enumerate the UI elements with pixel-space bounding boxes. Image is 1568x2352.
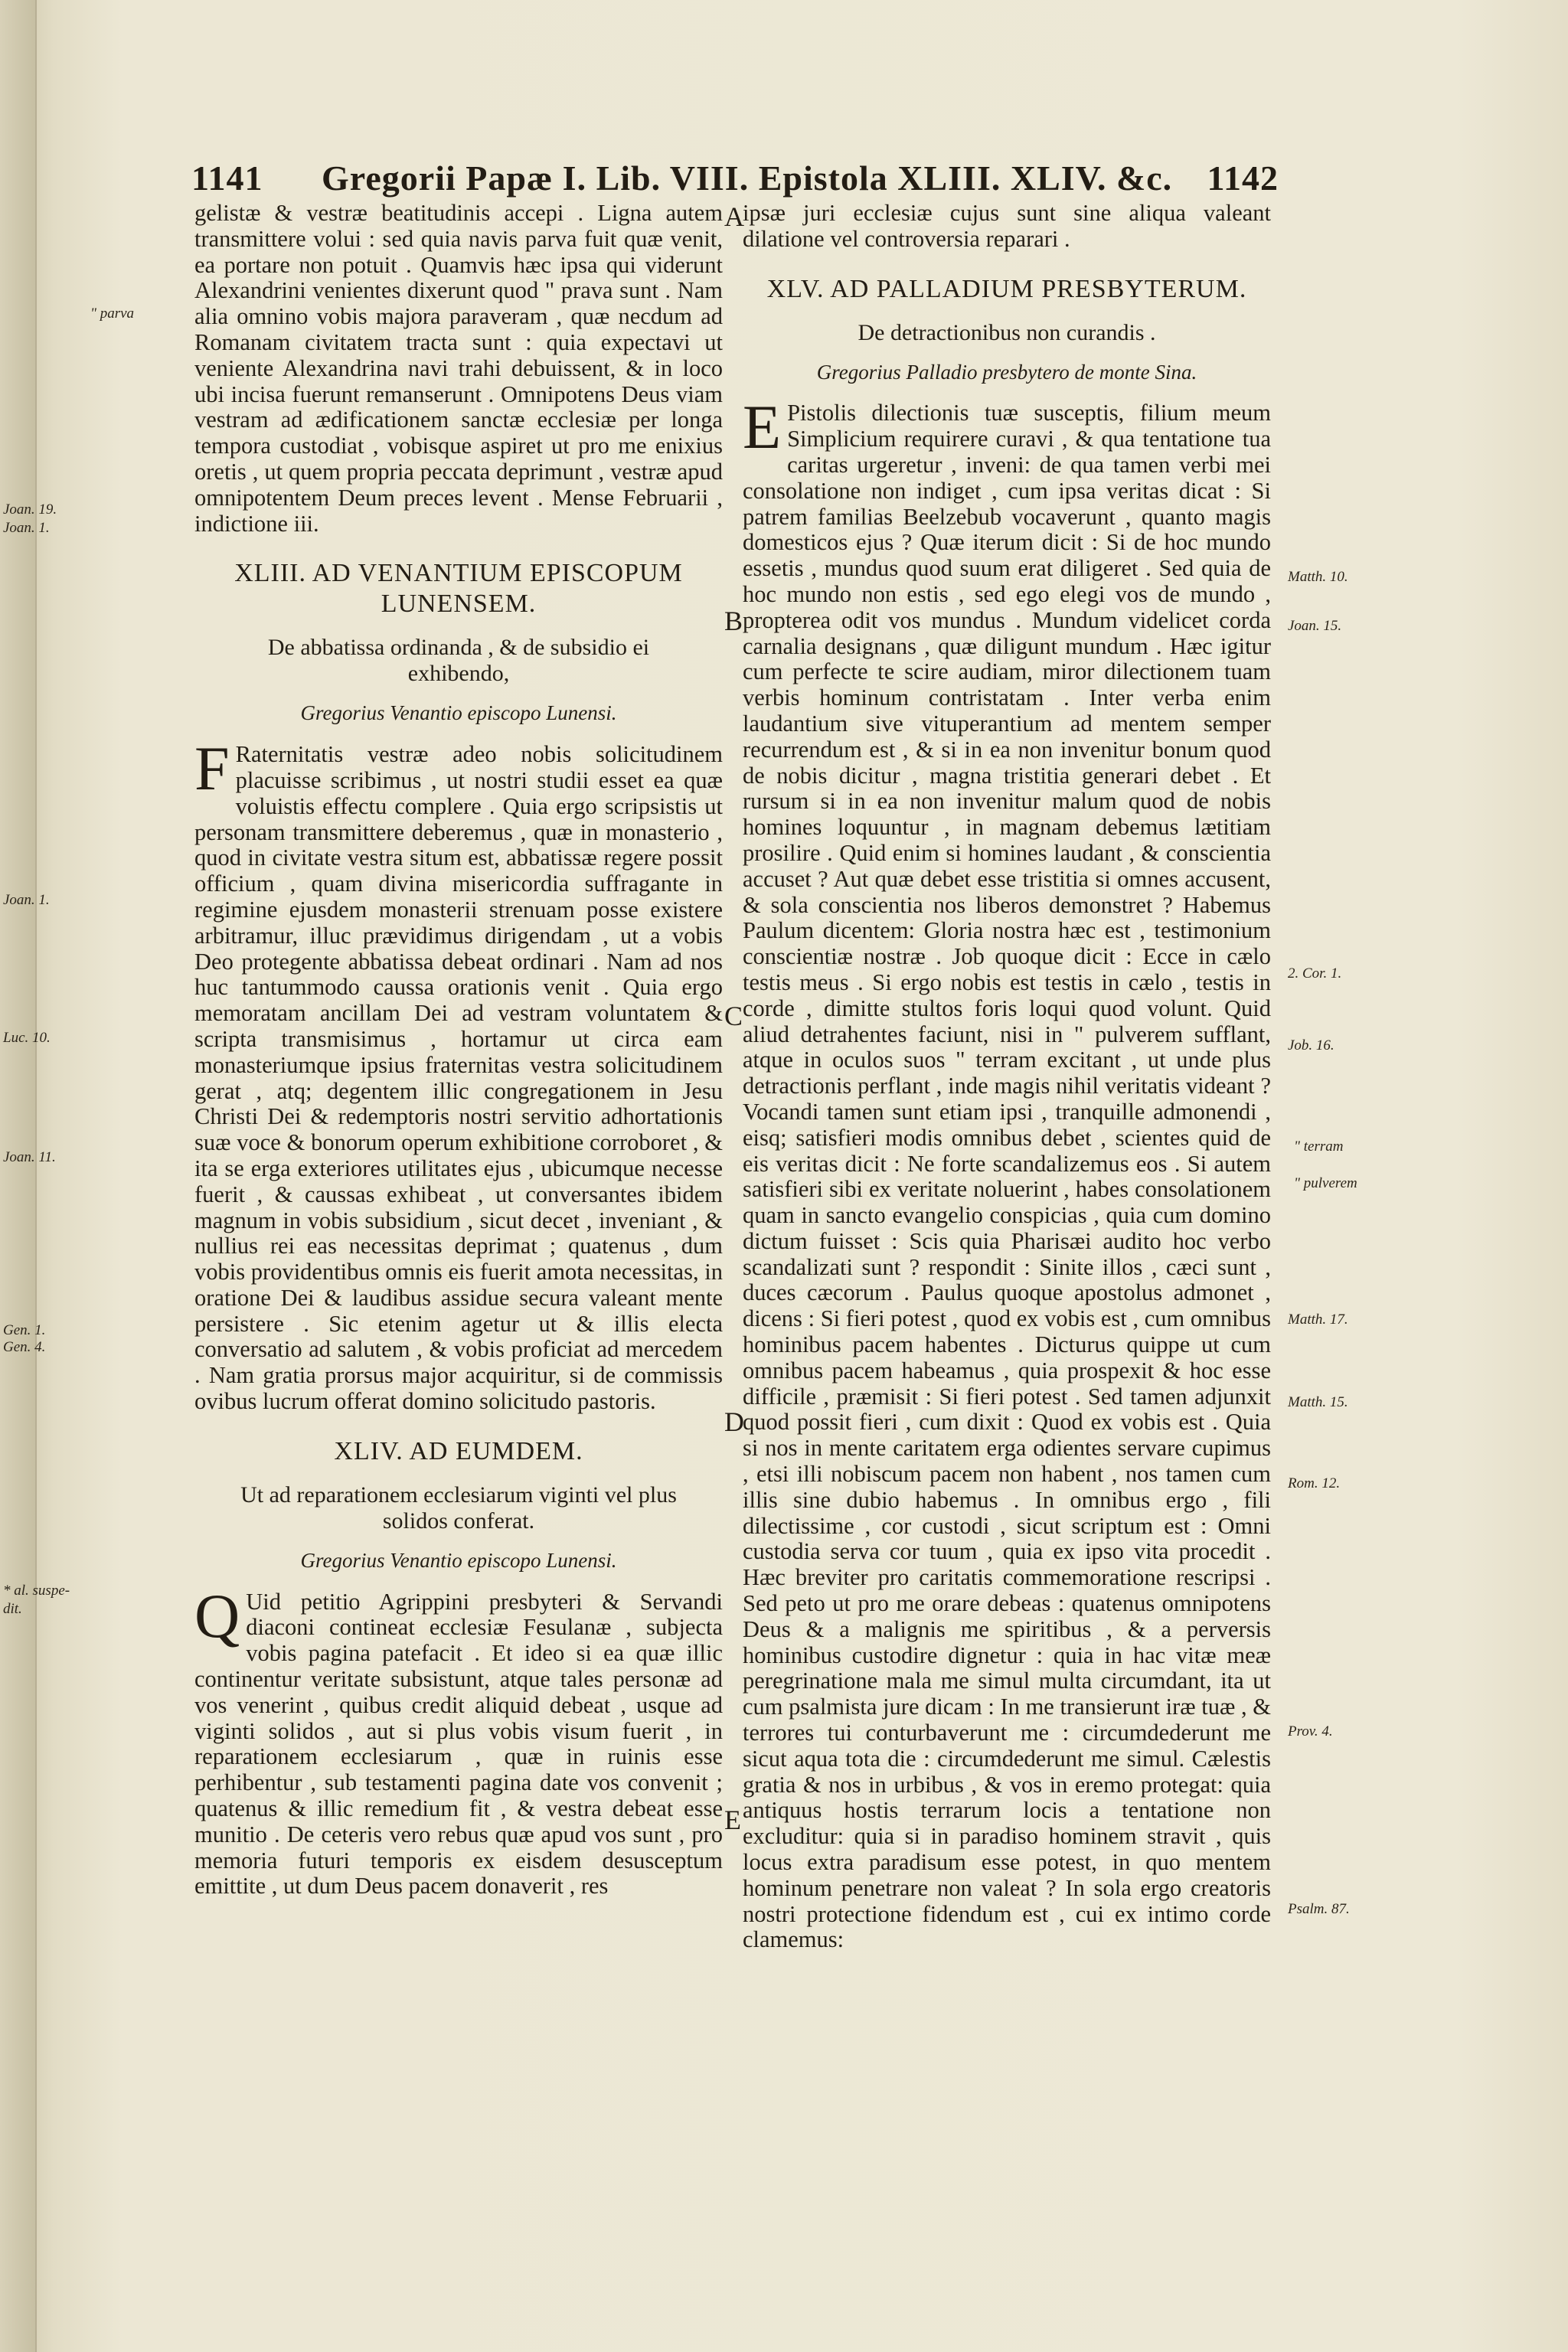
letter-43-text: Raternitatis vestræ adeo nobis solicitudinem placuisse scribimus , ut nostri studii esset ea quæ voluistis effectu complere . Quia ergo scripsistis ut personam transmittere deberemus , quæ in monasterio , quod in civitate vestra situm est, abbatissæ regere possit officium , quam divina misericordia suffragante in regimine ejusdem monasterii strenuam posse existere arbitramur, illuc prævidimus dirigendam , ut a vobis Deo protegente abbatissa debeat ordinari . Nam ad nos huc tantummodo caussa orationis venit . Quia ergo memoratam ancillam Dei ad vestram voluntatem & scripta transmisimus , hortamur ut circa eam monasteriumque ipsius fraternitas vestra solicitudinem gerat , atq; degentem illic congregationem in Jesu Christi Dei & redemptoris nostri servitio adhortationis suæ voce & bonorum operum exhibitione corroboret , & ita se erga exteriores utilitates ejus , ubicumque necesse fuerit , & caussas exhibeat , ut conversantes ibidem magnum in vobis subsidium , sicut decet , inveniant , & nullius rei eas necessitas deprimat ; quatenus , dum vobis providentibus omnis eis fuerit amota necessitas, in oratione Dei & laudibus assidue secura valeant mente persistere . Sic etenim agetur ut & illis electa conversatio ad salutem , & vobis proficiat ad mercedem . Nam gratia prorsus major acquiritur, si de commissis ovibus lucrum offerat domino solicitudo pastoris.: [194, 741, 723, 1415]
section-letter: A: [724, 201, 744, 232]
margin-note: * al. suspe-: [3, 1583, 70, 1599]
margin-note: Job. 16.: [1288, 1037, 1334, 1054]
margin-note: Matth. 10.: [1288, 569, 1348, 585]
letter-44-body: [194, 1580, 723, 1900]
margin-note: Gen. 1.: [3, 1322, 46, 1338]
margin-note: Joan. 11.: [3, 1149, 56, 1165]
letter-44-salutation: Gregorius Venantio episcopo Lunensi.: [300, 1548, 617, 1572]
section-letter: D: [724, 1406, 744, 1437]
continuation-text: gelistæ & vestræ beatitudinis accepi . Ligna autem transmittere volui : sed quia navis parva fuit quæ venit, ea portare non potuit . Quamvis hæc ipsa qui viderunt Alexandrini venientes dixerunt quod " prava sunt . Nam alia omnino vobis majora paraveram , quæ necdum ad Romanam civitatem tracta sunt : quia expectavi ut veniente Alexandrina navi trahi debuissent, & in loco ubi incisa fuerunt remanserunt . Omnipotens Deus viam vestram ad ædificationem sanctæ ecclesiæ per longa tempora custodiat , vobisque aspiret ut pro me enixius oretis , ut quem propria peccata deprimunt , vestræ apud omnipotentem Deum preces levent . Mense Februarii , indictione iii.: [194, 200, 723, 537]
letter-43-salutation: Gregorius Venantio episcopo Lunensi.: [300, 701, 617, 725]
margin-note: Prov. 4.: [1288, 1723, 1333, 1740]
margin-note: Gen. 4.: [3, 1339, 46, 1355]
letter-44-title: XLIV. AD EUMDEM.: [334, 1436, 583, 1465]
letter-45-subtitle: De detractionibus non curandis .: [858, 319, 1156, 345]
letter-45-text: Pistolis dilectionis tuæ susceptis, filium meum Simplicium requirere curavi , & qua tentatione tua caritas urgeretur , inveni: de qua tamen verbi mei consolatione non indiget , cum ipsa veritas dicat : Si patrem familias Beelzebub vocaverunt , quanto magis domesticos ejus ? Quæ iterum dicit : Si de hoc mundo essetis , mundus quod suum erat diligeret . Sed quia de hoc mundo non estis , sed ego elegi vos de mundo , propterea odit vos mundus . Mundum videlicet corda carnalia designans , quæ diligunt mundum . Hæc igitur cum perfecte te scire audiam, miror dilectionem tuam verbis hominum contristatam . Inter verba enim laudantium sive vituperantium ad mentem semper recurrendum est , & si in ea non invenitur bonum quod de nobis dicitur , magna tristitia generari debet . Et rursum si in ea non invenitur malum quod de nobis homines loquuntur , in magnam debemus lætitiam prosilire . Quid enim si homines laudant , & conscientia accuset ? Aut quæ debet esse tristitia si omnes accusent, & sola conscientia nos liberos demonstret ? Habemus Paulum dicentem: Gloria nostra hæc est , testimonium conscientiæ nostræ . Job quoque dicit : Ecce in cælo testis meus . Si ergo nobis est testis in cælo , testis in corde , dimitte stultos foris loqui quod volunt. Quid aliud detrahentes faciunt, nisi in " pulverem sufflant, atque in oculos suos " terram excitant , ut unde plus detractionis perflant , inde magis nihil veritatis videant ? Vocandi tamen sunt etiam ipsi , tranquille admonendi , eisq; satisfieri modis omnibus debet , scientes quid de eis veritas dicit : Ne forte scandalizemus eos . Si autem satisfieri sibi ex veritate noluerint , habes consolationem quam in sancto evangelio conspicias , quia cum domino dictum fuisset : Scis quia Pharisæi audito hoc verbo scandalizati sunt ? respondit : Sinite illos , cæci sunt , duces cæcorum . Paulus quoque apostolus admonet , dicens : Si fieri potest , quod ex vobis est , cum omnibus hominibus pacem habentes . Dicturus quippe ut cum omnibus pacem habeamus , quia prospexit & hoc esse difficile , præmisit : Si fieri potest . Sed tamen adjunxit quod possit fieri , cum dixit : Quod ex vobis est . Quia si nos in mente caritatem erga odientes servare cupimus , etsi illi nobiscum pacem non habent , nos tamen cum illis sine dubio habemus . In omnibus ergo , fili dilectissime , cor custodi , sicut scriptum est : Omni custodia serva cor tuum , quia ex ipso vita procedit . Hæc breviter pro caritatis commemoratione rescripsi . Sed peto ut pro me orare debeas : quatenus omnipotens Deus & a malignis me spiritibus , & a perversis hominibus custodire dignetur : quia in hac vitæ meæ peregrinatione mala me simul multa circumdant, ita ut cum psalmista jure dicam : In me transierunt iræ tuæ , & terrores tui conturbaverunt me : circumdederunt me sicut aqua tota die : circumdederunt me simul. Cælestis gratia & nos in urbibus , & vos in eremo protegat: quia antiquus hostis terrarum locis a tentatione non excluditur: quia si in paradiso hominem stravit , quis locus extra paradisum esse potest, in quo mentem hominum penetrare non valeat ? In sola ergo creatoris nostri protectione fidendum est , cui ex intimo corde clamemus:: [743, 400, 1271, 1953]
margin-note: " pulverem: [1294, 1175, 1357, 1191]
margin-note: Luc. 10.: [3, 1030, 51, 1046]
continuation-text: ipsæ juri ecclesiæ cujus sunt sine aliqua valeant dilatione vel controversia reparari .: [743, 200, 1271, 252]
margin-note: " terram: [1294, 1138, 1344, 1155]
letter-45-title: XLV. AD PALLADIUM PRESBYTERUM.: [766, 274, 1247, 303]
letter-43-title: XLIII. AD VENANTIUM EPISCOPUM LUNENSEM.: [234, 559, 683, 619]
section-letter: C: [724, 1001, 743, 1031]
right-column: [743, 201, 1271, 1953]
letter-43-body: [194, 733, 723, 1415]
section-letter: B: [724, 606, 743, 636]
left-column: [194, 201, 723, 1900]
margin-note: Psalm. 87.: [1288, 1901, 1350, 1917]
margin-note: 2. Cor. 1.: [1288, 965, 1342, 982]
page-number-right: 1142: [1207, 158, 1279, 198]
margin-note: Joan. 1.: [3, 520, 50, 536]
letter-44-subtitle: Ut ad reparationem ecclesiarum viginti vel plus solidos conferat.: [240, 1481, 677, 1534]
facing-page-edge: [0, 0, 37, 2352]
letter-45-salutation: Gregorius Palladio presbytero de monte Sina.: [816, 360, 1197, 384]
running-header: [191, 150, 1279, 201]
margin-note: Matth. 17.: [1288, 1312, 1348, 1328]
margin-note: Matth. 15.: [1288, 1394, 1348, 1410]
margin-note: Joan. 15.: [1288, 618, 1342, 634]
margin-note: Joan. 1.: [3, 892, 50, 908]
page-number-left: 1141: [191, 158, 263, 198]
margin-note: " parva: [90, 305, 135, 322]
letter-44-text: Uid petitio Agrippini presbyteri & Servandi diaconi contineat ecclesiæ Fesulanæ , subjecta vobis pagina patefacit . Et ideo si ea quæ illic continentur veritate subsistunt, atque tales personæ ad vos venerint , quibus credit aliquid debeat , usque ad viginti solidos , aut si plus vobis visum fuerit , in reparationem ecclesiarum , quæ in ruinis esse perhibentur , sub testamenti pagina date vos convenit ; quatenus & illic remedium fit , & vestra debeat esse munitio . De ceteris vero rebus quæ apud vos sunt , pro memoria futuri temporis ex eisdem desusceptum emittite , ut dum Deus pacem donaverit , res: [194, 1588, 723, 1900]
section-letter: E: [724, 1805, 741, 1835]
drop-cap: F: [194, 733, 230, 804]
letter-43-subtitle: De abbatissa ordinanda , & de subsidio ei exhibendo,: [267, 635, 650, 687]
running-title: Gregorii Papæ I. Lib. VIII. Epistola XLIII. XLIV. &c.: [322, 158, 1173, 198]
drop-cap: Q: [194, 1580, 240, 1651]
margin-note: dit.: [3, 1601, 22, 1617]
margin-note: Rom. 12.: [1288, 1475, 1341, 1491]
margin-note: Joan. 19.: [3, 501, 57, 518]
drop-cap: E: [743, 392, 782, 462]
letter-45-body: [743, 392, 1271, 1953]
